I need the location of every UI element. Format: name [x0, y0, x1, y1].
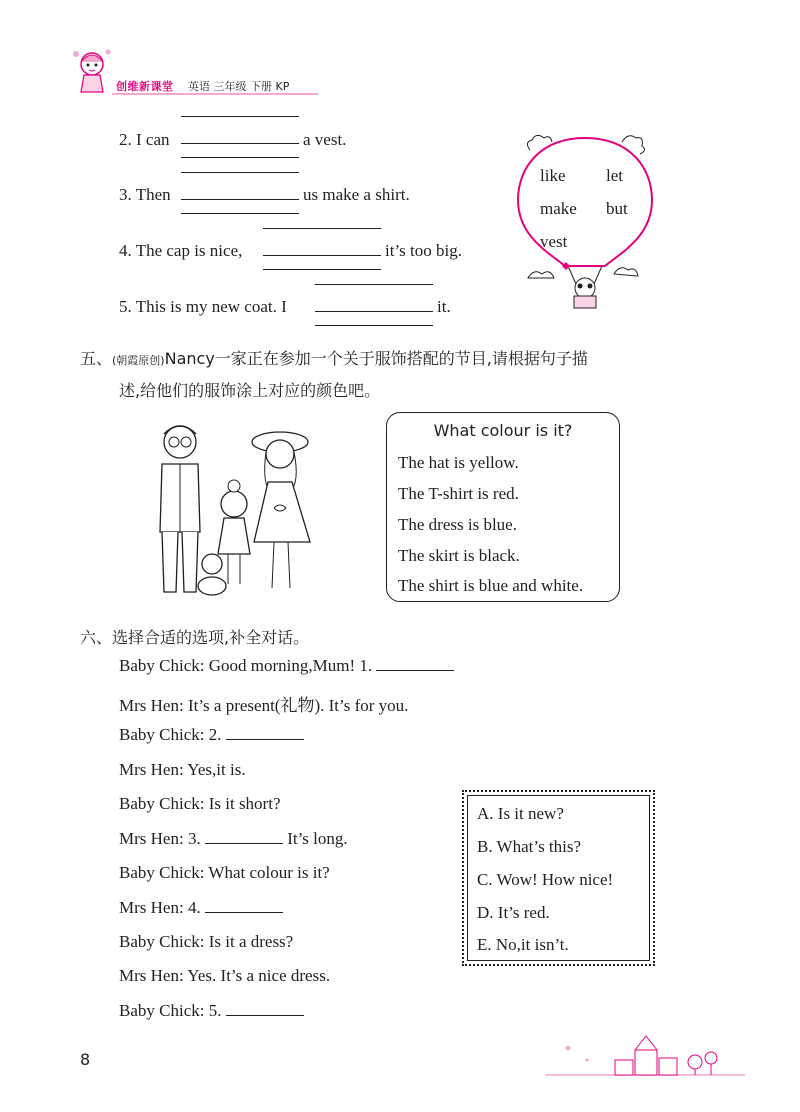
- fill-item-4-tail: [385, 241, 462, 261]
- section6-title: 六、选择合适的选项,补全对话。: [80, 628, 310, 647]
- colour-sentence: The skirt is black.: [398, 546, 520, 565]
- fill-item-2-tail: [303, 130, 346, 150]
- header-rule: [112, 93, 318, 95]
- colour-box-title: What colour is it?: [433, 421, 573, 440]
- dialogue-line: [119, 829, 348, 849]
- dialogue-text: Mrs Hen: It’s a present(礼物). It’s for you.: [119, 696, 409, 715]
- fill-item-5: [119, 297, 287, 317]
- option-item: A. Is it new?: [477, 804, 564, 823]
- fill-item-pre: 2. I can: [119, 130, 170, 149]
- fill-item-3-tail: [303, 185, 410, 205]
- fill-item-post: a vest.: [303, 130, 347, 149]
- writing-lines[interactable]: [315, 284, 433, 312]
- dialogue-text: Baby Chick: What colour is it?: [119, 863, 330, 882]
- dialogue-text: Mrs Hen: Yes. It’s a nice dress.: [119, 966, 331, 985]
- dialogue-line: [119, 656, 454, 676]
- answer-blank[interactable]: [226, 1002, 304, 1016]
- dialogue-line: [119, 1001, 304, 1021]
- fill-item-post: it.: [437, 297, 451, 316]
- dialogue-text: Mrs Hen: Yes,it is.: [119, 760, 246, 779]
- answer-blank[interactable]: [205, 899, 283, 913]
- section5-title: [80, 346, 588, 369]
- dialogue-after: It’s long.: [282, 829, 348, 848]
- fill-item-pre: 3. Then: [119, 185, 171, 204]
- fill-item-2: [119, 130, 170, 150]
- colour-sentence: The hat is yellow.: [398, 453, 519, 472]
- dialogue-text: Mrs Hen: 4.: [119, 898, 201, 917]
- word-bank-word: like: [540, 166, 566, 185]
- dialogue-line: [119, 725, 304, 745]
- family-illustration: [150, 412, 330, 602]
- answer-blank[interactable]: [205, 830, 283, 844]
- fill-item-post: us make a shirt.: [303, 185, 410, 204]
- dialogue-text: Baby Chick: Good morning,Mum! 1.: [119, 656, 373, 675]
- instruction-text: Nancy一家正在参加一个关于服饰搭配的节目,请根据句子描: [164, 349, 588, 368]
- girl-mascot-icon: [70, 44, 114, 96]
- word-bank-balloon: [510, 128, 660, 318]
- dialogue-text: Baby Chick: Is it a dress?: [119, 932, 294, 951]
- fill-item-pre: 4. The cap is nice,: [119, 241, 243, 260]
- dialogue-line: [119, 898, 283, 918]
- option-item: D. It’s red.: [477, 903, 550, 922]
- options-box: [462, 790, 655, 966]
- word-bank-word: but: [606, 199, 628, 218]
- colour-description-box: [386, 412, 620, 602]
- option-item: B. What’s this?: [477, 837, 582, 856]
- fill-item-3: [119, 185, 171, 205]
- dialogue-text: Baby Chick: 5.: [119, 1001, 222, 1020]
- colour-sentence: The dress is blue.: [398, 515, 517, 534]
- word-bank-word: let: [606, 166, 623, 185]
- fill-item-4: [119, 241, 242, 261]
- subject-label: 英语 三年级 下册 KP: [188, 80, 290, 93]
- answer-blank[interactable]: [376, 657, 454, 671]
- writing-lines[interactable]: [263, 228, 381, 256]
- castle-decoration-icon: [545, 1030, 745, 1080]
- dialogue-line: [119, 691, 408, 716]
- brand-name: 创维新课堂: [116, 80, 174, 93]
- dialogue-line: [119, 794, 280, 814]
- writing-lines[interactable]: [181, 172, 299, 200]
- page-number: 8: [80, 1050, 91, 1069]
- dialogue-text: Baby Chick: Is it short?: [119, 794, 281, 813]
- colour-sentence: The T-shirt is red.: [398, 484, 519, 503]
- page-header: [70, 44, 320, 96]
- fill-item-pre: 5. This is my new coat. I: [119, 297, 287, 316]
- word-bank-word: make: [540, 199, 577, 218]
- section5-title-line2: [119, 378, 380, 401]
- option-item: E. No,it isn’t.: [477, 935, 569, 954]
- colour-sentence: The shirt is blue and white.: [398, 576, 584, 595]
- balloon-icon: [510, 128, 660, 318]
- section-number: 五、: [80, 349, 113, 368]
- instruction-text: 述,给他们的服饰涂上对应的颜色吧。: [119, 381, 381, 400]
- dialogue-line: [119, 966, 330, 986]
- dialogue-line: [119, 760, 246, 780]
- dialogue-text: Mrs Hen: 3.: [119, 829, 201, 848]
- answer-blank[interactable]: [226, 726, 304, 740]
- writing-lines[interactable]: [181, 116, 299, 144]
- fill-item-5-tail: [437, 297, 451, 317]
- word-bank-word: vest: [540, 232, 568, 251]
- source-note: (朝霞原创): [112, 354, 165, 367]
- dialogue-line: [119, 863, 330, 883]
- dialogue-line: [119, 932, 293, 952]
- fill-item-post: it’s too big.: [385, 241, 462, 260]
- dialogue-text: Baby Chick: 2.: [119, 725, 222, 744]
- option-item: C. Wow! How nice!: [477, 870, 614, 889]
